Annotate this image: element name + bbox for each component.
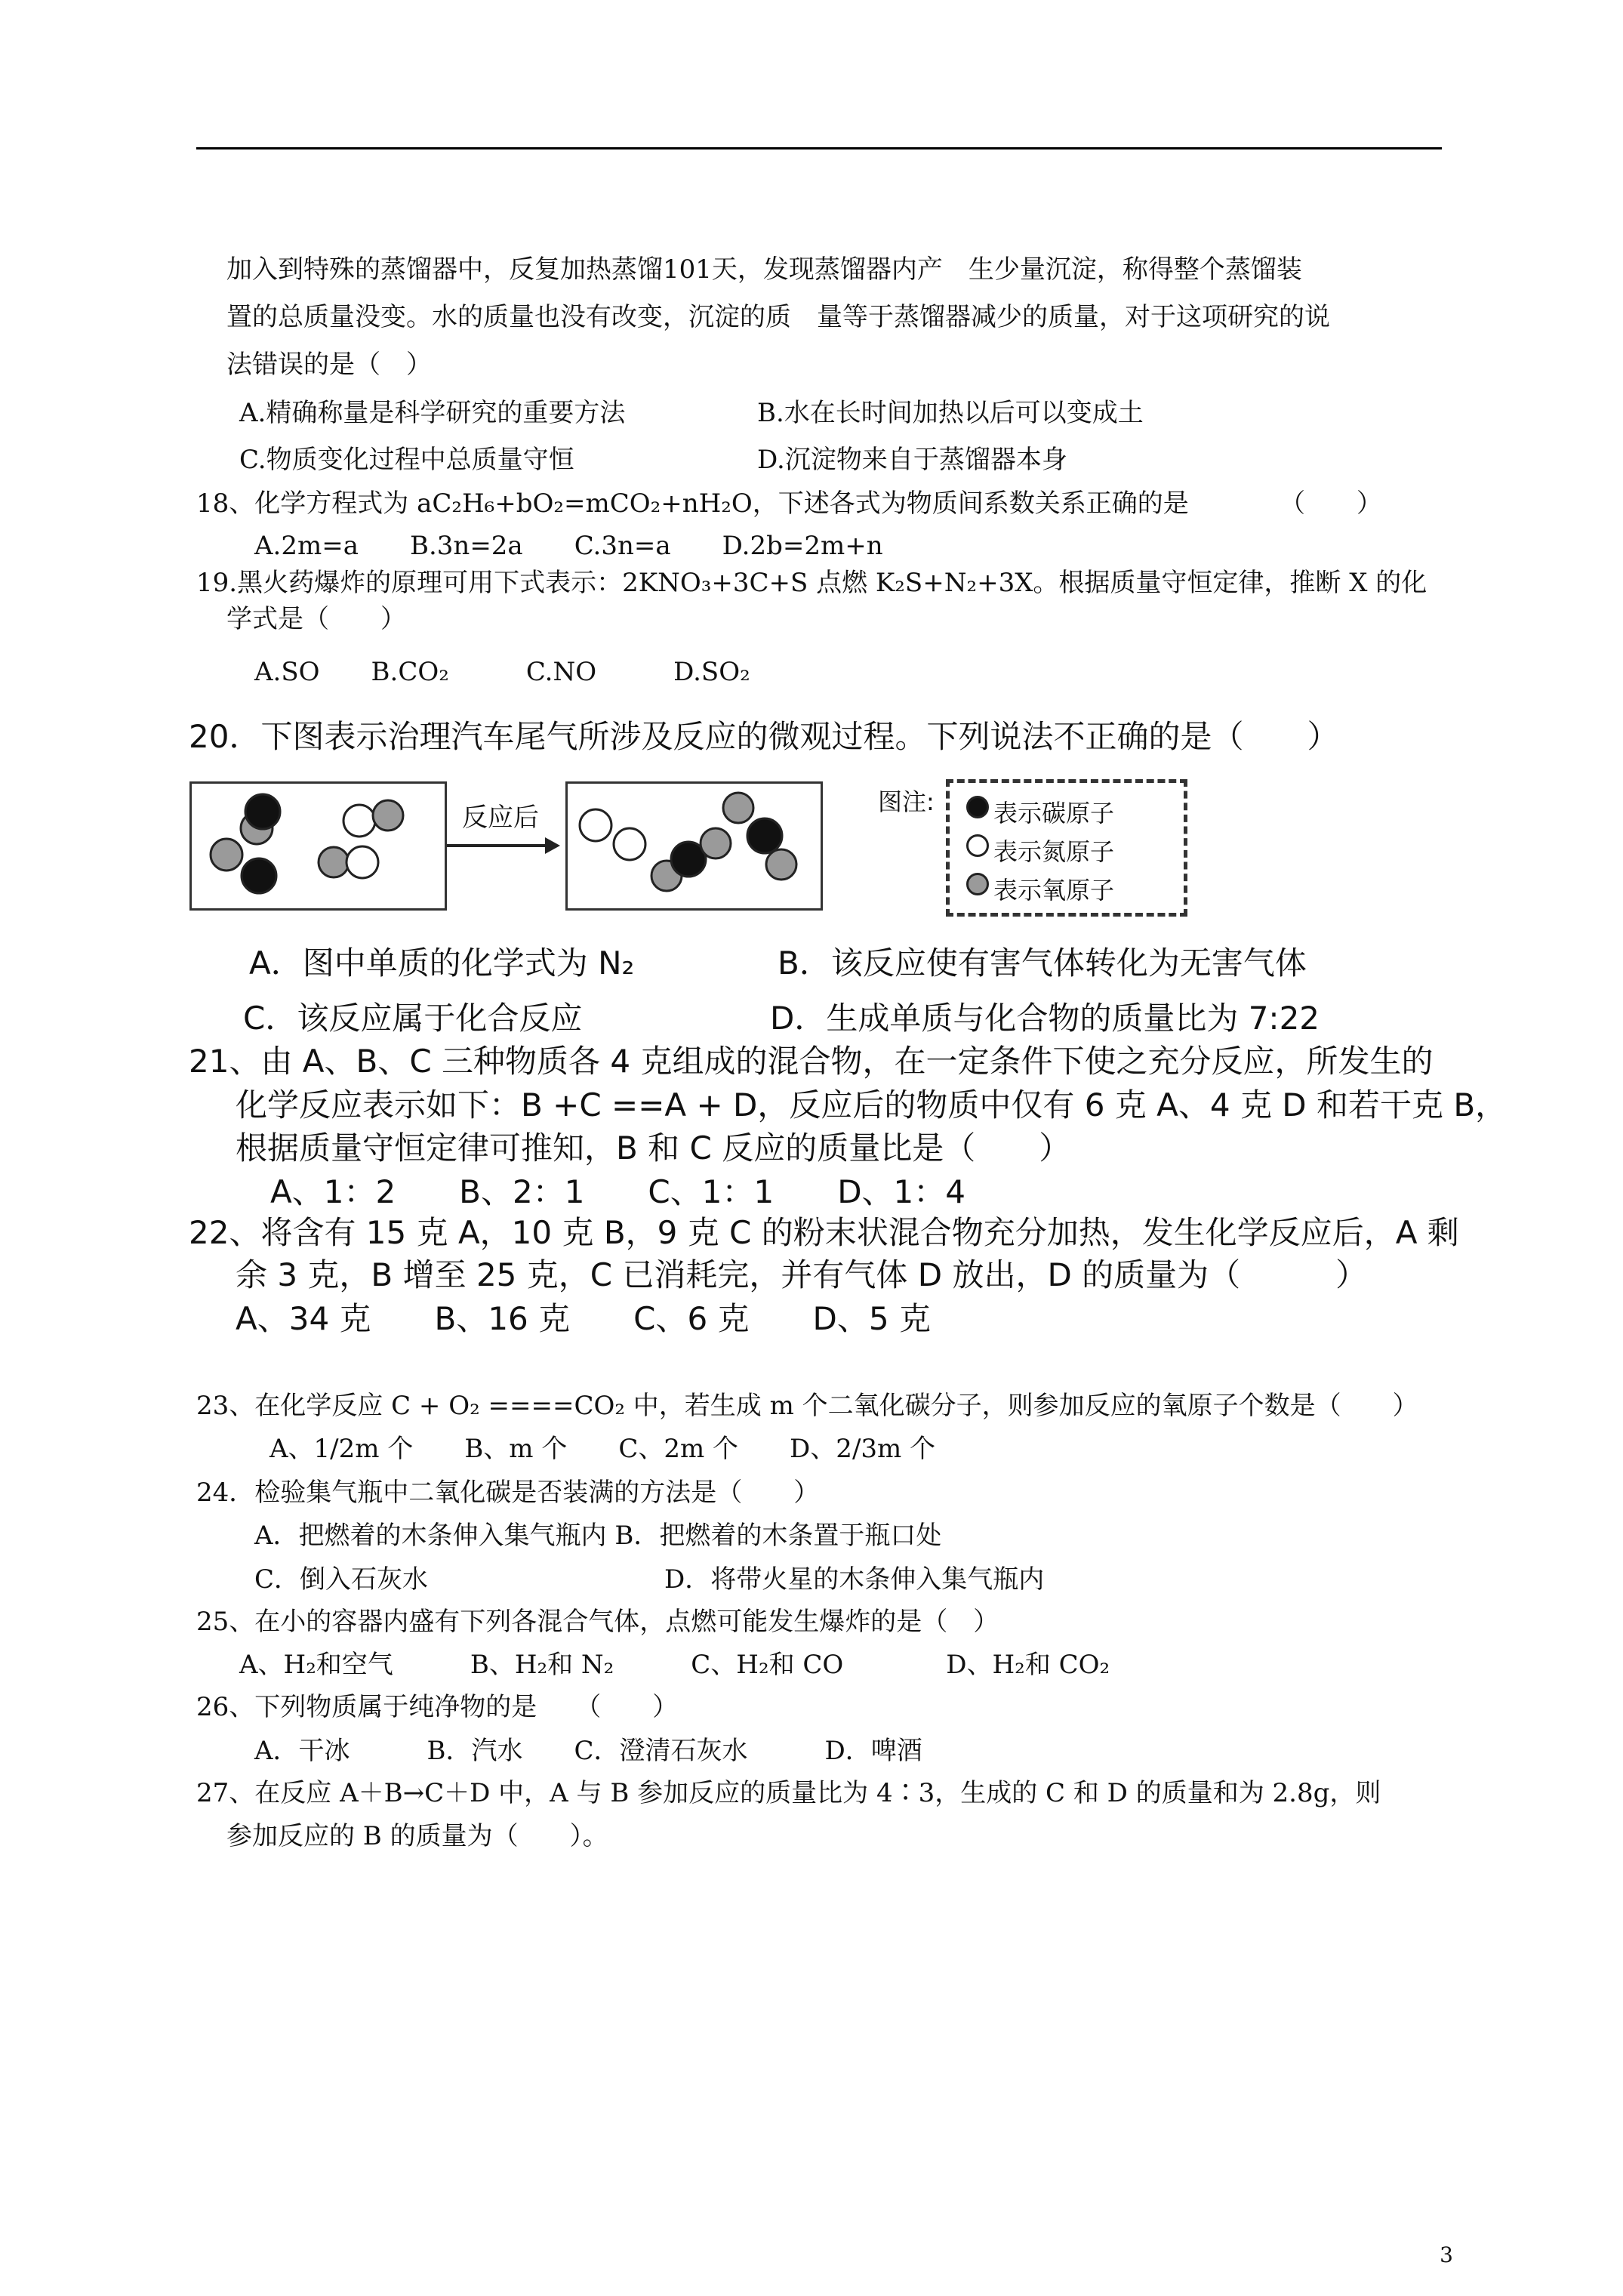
q27-line2: 参加反应的 B 的质量为（ ）。 bbox=[226, 1821, 608, 1851]
carbon-atom-icon bbox=[966, 796, 989, 818]
q19-line1: 19.黑火药爆炸的原理可用下式表示：2KNO₃+3C+S 点燃 K₂S+N₂+3X。根据质量守恒定律，推断 X 的化 bbox=[196, 568, 1427, 598]
oxygen-atom-icon bbox=[966, 873, 989, 895]
q24-stem: 24．检验集气瓶中二氧化碳是否装满的方法是（ ） bbox=[196, 1478, 820, 1508]
reactant-nitrogen-atom bbox=[346, 846, 378, 878]
product-oxygen-atom bbox=[701, 828, 731, 858]
product-oxygen-atom bbox=[766, 849, 796, 880]
reactant-nitrogen-atom bbox=[343, 805, 375, 837]
q20-option-d: D．生成单质与化合物的质量比为 7:22 bbox=[770, 1000, 1320, 1037]
q21-line3: 根据质量守恒定律可推知，B 和 C 反应的质量比是（ ） bbox=[236, 1130, 1071, 1166]
product-nitrogen-atom bbox=[580, 809, 611, 841]
q21-options: A、1：2 B、2：1 C、1：1 D、1：4 bbox=[270, 1173, 965, 1210]
q27-line1: 27、在反应 A＋B→C＋D 中，A 与 B 参加反应的质量比为 4∶3，生成的 C 和 D 的质量和为 2.8g，则 bbox=[196, 1778, 1381, 1808]
q22-line2: 余 3 克，B 增至 25 克，C 已消耗完，并有气体 D 放出，D 的质量为（ ） bbox=[236, 1256, 1368, 1293]
q18-options: A.2m=a B.3n=2a C.3n=a D.2b=2m+n bbox=[254, 531, 883, 561]
q17-line3: 法错误的是（ ） bbox=[226, 350, 432, 380]
q18-stem: 18、化学方程式为 aC₂H₆+bO₂=mCO₂+nH₂O，下述各式为物质间系数关系正确的是 bbox=[196, 488, 1189, 519]
q17-line2: 置的总质量没变。水的质量也没有改变，沉淀的质 量等于蒸馏器减少的质量，对于这项研究的说 bbox=[226, 302, 1330, 332]
q22-line1: 22、将含有 15 克 A，10 克 B，9 克 C 的粉末状混合物充分加热，发生化学反应后，A 剩 bbox=[189, 1214, 1459, 1251]
page-number: 3 bbox=[1440, 2242, 1453, 2267]
legend-oxygen-label: 表示氧原子 bbox=[993, 876, 1115, 905]
legend-carbon-label: 表示碳原子 bbox=[993, 799, 1115, 827]
q20-option-a: A．图中单质的化学式为 N₂ bbox=[249, 945, 635, 982]
reaction-arrow-head bbox=[545, 837, 560, 854]
q20-stem: 20．下图表示治理汽车尾气所涉及反应的微观过程。下列说法不正确的是（ ） bbox=[189, 718, 1339, 755]
product-oxygen-atom bbox=[723, 793, 753, 823]
product-nitrogen-atom bbox=[614, 828, 645, 860]
reaction-diagram bbox=[0, 0, 1623, 982]
q24-options-ab: A．把燃着的木条伸入集气瓶内 B．把燃着的木条置于瓶口处 bbox=[254, 1521, 942, 1551]
q21-line2: 化学反应表示如下：B +C ==A + D，反应后的物质中仅有 6 克 A、4 克 D 和若干克 B， bbox=[236, 1086, 1508, 1123]
q23-stem: 23、在化学反应 C + O₂ ====CO₂ 中，若生成 m 个二氧化碳分子，则参加反应的氧原子个数是（ ） bbox=[196, 1391, 1418, 1421]
q25-options: A、H₂和空气 B、H₂和 N₂ C、H₂和 CO D、H₂和 CO₂ bbox=[239, 1650, 1110, 1680]
q24-option-c: C．倒入石灰水 bbox=[254, 1564, 429, 1595]
q22-options: A、34 克 B、16 克 C、6 克 D、5 克 bbox=[236, 1300, 931, 1337]
product-carbon-atom bbox=[747, 818, 782, 853]
q23-options: A、1/2m 个 B、m 个 C、2m 个 D、2/3m 个 bbox=[269, 1434, 936, 1464]
q17-option-a: A.精确称量是科学研究的重要方法 bbox=[239, 398, 626, 428]
nitrogen-atom-icon bbox=[966, 834, 989, 857]
q18-answer-paren: （ ） bbox=[1280, 488, 1382, 519]
reactant-carbon-atom bbox=[245, 794, 280, 829]
q20-option-c: C．该反应属于化合反应 bbox=[243, 1000, 583, 1037]
q19-line2: 学式是（ ） bbox=[226, 604, 406, 634]
q17-option-b: B.水在长时间加热以后可以变成土 bbox=[757, 398, 1144, 428]
q26-options: A．干冰 B．汽水 C．澄清石灰水 D．啤酒 bbox=[254, 1736, 922, 1766]
q17-option-d: D.沉淀物来自于蒸馏器本身 bbox=[757, 445, 1067, 475]
arrow-label: 反应后 bbox=[462, 803, 539, 833]
legend-box bbox=[946, 779, 1187, 917]
reactant-oxygen-atom bbox=[211, 839, 242, 871]
reactant-carbon-atom bbox=[242, 858, 276, 893]
reactant-oxygen-atom bbox=[373, 800, 403, 831]
q21-line1: 21、由 A、B、C 三种物质各 4 克组成的混合物，在一定条件下使之充分反应，所发生的 bbox=[189, 1043, 1434, 1080]
q17-option-c: C.物质变化过程中总质量守恒 bbox=[239, 445, 574, 475]
q17-line1: 加入到特殊的蒸馏器中，反复加热蒸馏101天，发现蒸馏器内产 生少量沉淀，称得整个蒸馏装 bbox=[226, 254, 1302, 285]
legend-nitrogen-label: 表示氮原子 bbox=[993, 837, 1115, 866]
q19-options: A.SO B.CO₂ C.NO D.SO₂ bbox=[254, 657, 750, 687]
q26-stem: 26、下列物质属于纯净物的是 （ ） bbox=[196, 1692, 679, 1722]
q20-option-b: B．该反应使有害气体转化为无害气体 bbox=[778, 945, 1307, 982]
q25-stem: 25、在小的容器内盛有下列各混合气体，点燃可能发生爆炸的是（ ） bbox=[196, 1607, 999, 1637]
q24-option-d: D．将带火星的木条伸入集气瓶内 bbox=[664, 1564, 1045, 1595]
reactant-oxygen-atom bbox=[319, 847, 349, 877]
legend-title: 图注: bbox=[878, 787, 935, 816]
